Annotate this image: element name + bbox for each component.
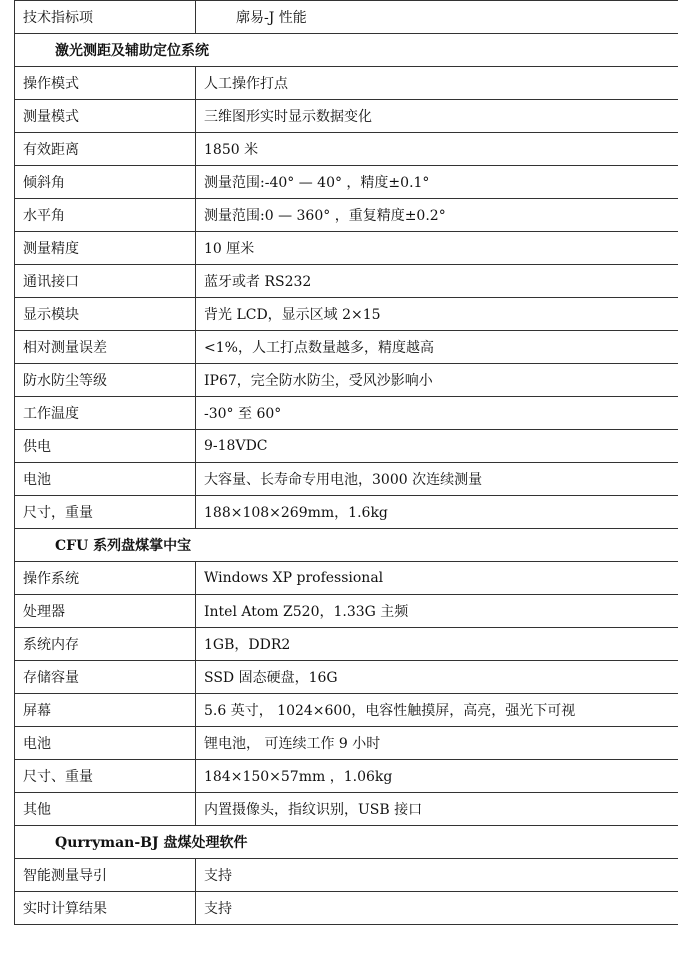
table-row — [15, 463, 678, 496]
spec-label: 电池 — [15, 463, 196, 496]
table-row — [15, 694, 678, 727]
spec-value: <1%，人工打点数量越多，精度越高 — [196, 331, 678, 364]
table-row — [15, 232, 678, 265]
spec-label: 显示模块 — [15, 298, 196, 331]
section-header-row — [15, 529, 678, 562]
spec-value: 9-18VDC — [196, 430, 678, 463]
spec-value: 184×150×57mm ，1.06kg — [196, 760, 678, 793]
spec-value: 人工操作打点 — [196, 67, 678, 100]
table-row — [15, 496, 678, 529]
spec-label: 电池 — [15, 727, 196, 760]
spec-label: 通讯接口 — [15, 265, 196, 298]
table-row — [15, 661, 678, 694]
spec-value: Intel Atom Z520，1.33G 主频 — [196, 595, 678, 628]
table-header-row — [15, 1, 678, 34]
table-row — [15, 364, 678, 397]
spec-value: IP67，完全防水防尘，受风沙影响小 — [196, 364, 678, 397]
table-row — [15, 760, 678, 793]
spec-value: 支持 — [196, 892, 678, 925]
table-row — [15, 595, 678, 628]
spec-value: 内置摄像头，指纹识别，USB 接口 — [196, 793, 678, 826]
spec-value: 1850 米 — [196, 133, 678, 166]
section-title: 激光测距及辅助定位系统 — [15, 34, 678, 67]
spec-label: 处理器 — [15, 595, 196, 628]
spec-label: 相对测量误差 — [15, 331, 196, 364]
spec-label: 存储容量 — [15, 661, 196, 694]
spec-label: 其他 — [15, 793, 196, 826]
spec-label: 测量模式 — [15, 100, 196, 133]
spec-label: 智能测量导引 — [15, 859, 196, 892]
table-row — [15, 199, 678, 232]
spec-label: 防水防尘等级 — [15, 364, 196, 397]
spec-label: 操作系统 — [15, 562, 196, 595]
section-header-row — [15, 826, 678, 859]
spec-value: 背光 LCD，显示区域 2×15 — [196, 298, 678, 331]
spec-value: 三维图形实时显示数据变化 — [196, 100, 678, 133]
spec-label: 倾斜角 — [15, 166, 196, 199]
spec-label: 系统内存 — [15, 628, 196, 661]
spec-value: 支持 — [196, 859, 678, 892]
section-title: Qurryman-BJ 盘煤处理软件 — [15, 826, 678, 859]
spec-value: Windows XP professional — [196, 562, 678, 595]
table-row — [15, 727, 678, 760]
spec-label: 屏幕 — [15, 694, 196, 727]
table-row — [15, 100, 678, 133]
table-row — [15, 397, 678, 430]
table-row — [15, 562, 678, 595]
table-row — [15, 67, 678, 100]
table-row — [15, 331, 678, 364]
spec-value: 测量范围:0 — 360° ，重复精度±0.2° — [196, 199, 678, 232]
table-row — [15, 892, 678, 925]
table-row — [15, 859, 678, 892]
spec-value: -30° 至 60° — [196, 397, 678, 430]
spec-value: 5.6 英寸， 1024×600，电容性触摸屏，高亮，强光下可视 — [196, 694, 678, 727]
spec-label: 工作温度 — [15, 397, 196, 430]
spec-value: 大容量、长寿命专用电池，3000 次连续测量 — [196, 463, 678, 496]
spec-value: 测量范围:-40° — 40° ，精度±0.1° — [196, 166, 678, 199]
spec-value: SSD 固态硬盘，16G — [196, 661, 678, 694]
spec-value: 188×108×269mm，1.6kg — [196, 496, 678, 529]
section-title: CFU 系列盘煤掌中宝 — [15, 529, 678, 562]
table-row — [15, 133, 678, 166]
spec-label: 尺寸、重量 — [15, 760, 196, 793]
spec-label: 供电 — [15, 430, 196, 463]
table-row — [15, 166, 678, 199]
spec-label: 尺寸，重量 — [15, 496, 196, 529]
section-header-row — [15, 34, 678, 67]
table-row — [15, 430, 678, 463]
spec-value: 蓝牙或者 RS232 — [196, 265, 678, 298]
table-row — [15, 265, 678, 298]
spec-label: 实时计算结果 — [15, 892, 196, 925]
spec-value: 1GB，DDR2 — [196, 628, 678, 661]
table-row — [15, 628, 678, 661]
spec-table-body — [15, 1, 678, 925]
spec-label: 水平角 — [15, 199, 196, 232]
spec-label: 有效距离 — [15, 133, 196, 166]
spec-table — [14, 0, 678, 925]
spec-label: 测量精度 — [15, 232, 196, 265]
table-row — [15, 298, 678, 331]
header-label: 技术指标项 — [15, 1, 196, 34]
spec-label: 操作模式 — [15, 67, 196, 100]
header-value: 廓易-J 性能 — [196, 1, 678, 34]
spec-value: 锂电池， 可连续工作 9 小时 — [196, 727, 678, 760]
spec-value: 10 厘米 — [196, 232, 678, 265]
table-row — [15, 793, 678, 826]
